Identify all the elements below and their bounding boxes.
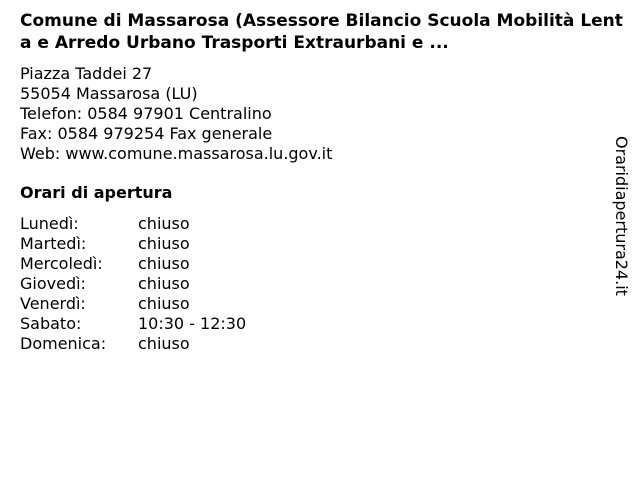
hours-row-sunday xyxy=(20,334,246,354)
day-label: Lunedì: xyxy=(20,214,79,233)
opening-hours-heading: Orari di apertura xyxy=(20,183,173,202)
address-block xyxy=(20,64,332,164)
hours-value: chiuso xyxy=(138,334,190,353)
hours-value: chiuso xyxy=(138,234,190,253)
hours-value: chiuso xyxy=(138,294,190,313)
hours-row-saturday xyxy=(20,314,246,334)
website: Web: www.comune.massarosa.lu.gov.it xyxy=(20,144,333,163)
opening-hours-table xyxy=(20,214,246,354)
day-label: Giovedì: xyxy=(20,274,86,293)
day-label: Mercoledì: xyxy=(20,254,103,273)
address-street: Piazza Taddei 27 xyxy=(20,64,153,83)
day-label: Martedì: xyxy=(20,234,87,253)
page-title: Comune di Massarosa (Assessore Bilancio Scuola Mobilità Lenta e Arredo Urbano Trasporti Extraurbani e ... xyxy=(20,11,623,53)
day-label: Venerdì: xyxy=(20,294,86,313)
day-label: Domenica: xyxy=(20,334,107,353)
hours-value: 10:30 - 12:30 xyxy=(138,314,247,333)
hours-value: chiuso xyxy=(138,274,190,293)
phone-number: Telefon: 0584 97901 Centralino xyxy=(20,104,272,123)
site-watermark: Oraridiapertura24.it xyxy=(612,136,631,296)
hours-row-tuesday xyxy=(20,234,246,254)
day-label: Sabato: xyxy=(20,314,82,333)
hours-row-thursday xyxy=(20,274,246,294)
hours-value: chiuso xyxy=(138,254,190,273)
address-city: 55054 Massarosa (LU) xyxy=(20,84,198,103)
fax-number: Fax: 0584 979254 Fax generale xyxy=(20,124,273,143)
hours-row-wednesday xyxy=(20,254,246,274)
hours-value: chiuso xyxy=(138,214,190,233)
hours-row-monday xyxy=(20,214,246,234)
hours-row-friday xyxy=(20,294,246,314)
